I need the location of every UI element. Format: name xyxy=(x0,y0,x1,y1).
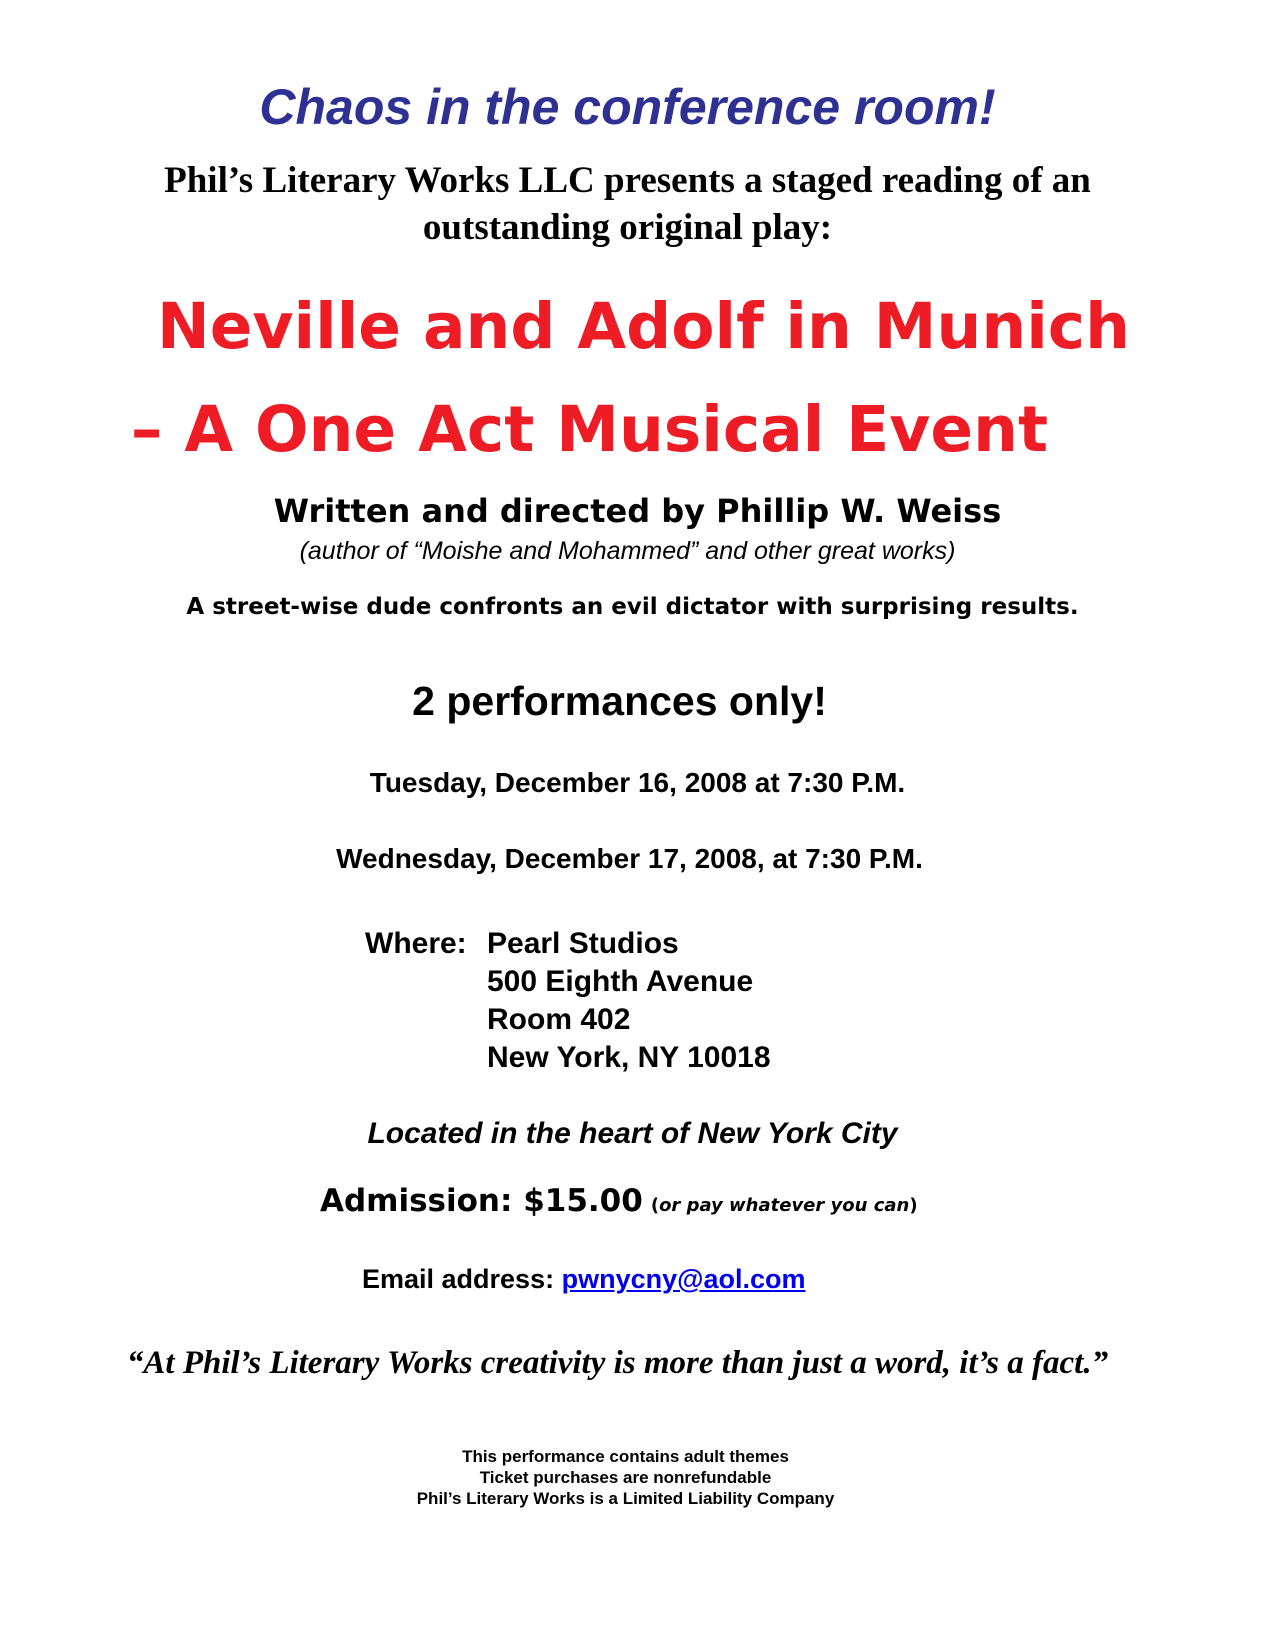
admission-price: Admission: $15.00 xyxy=(320,1183,643,1219)
fine-print-3: Phil’s Literary Works is a Limited Liability Company xyxy=(416,1489,835,1508)
performances-heading: 2 performances only! xyxy=(412,678,827,724)
play-title-line-1: Neville and Adolf in Munich xyxy=(157,290,1130,363)
email-label: Email address: xyxy=(362,1264,555,1294)
venue-line-1 xyxy=(365,925,771,963)
located-note: Located in the heart of New York City xyxy=(367,1117,898,1150)
email-link[interactable]: pwnycny@aol.com xyxy=(561,1264,806,1294)
venue-name: Pearl Studios xyxy=(487,927,679,960)
admission xyxy=(320,1183,918,1219)
presents-line-1: Phil’s Literary Works LLC presents a staged reading of an xyxy=(164,160,1091,201)
where-label: Where: xyxy=(365,927,467,960)
venue-street: 500 Eighth Avenue xyxy=(487,965,754,998)
author-note: (author of “Moishe and Mohammed” and other great works) xyxy=(299,537,956,565)
written-by: Written and directed by Phillip W. Weiss xyxy=(273,492,1002,530)
synopsis: A street-wise dude confronts an evil dictator with surprising results. xyxy=(186,594,1079,620)
fine-print-1: This performance contains adult themes xyxy=(462,1447,789,1466)
performance-date-1: Tuesday, December 16, 2008 at 7:30 P.M. xyxy=(369,767,906,798)
admission-note: or pay whatever you can xyxy=(659,1195,910,1216)
venue-room: Room 402 xyxy=(487,1003,631,1036)
performance-date-2: Wednesday, December 17, 2008, at 7:30 P.M. xyxy=(336,843,923,874)
tagline: Chaos in the conference room! xyxy=(259,79,996,135)
company-quote: “At Phil’s Literary Works creativity is more than just a word, it’s a fact.” xyxy=(126,1345,1109,1381)
venue-city: New York, NY 10018 xyxy=(487,1041,771,1074)
admission-paren: (or pay whatever you can) xyxy=(650,1195,918,1216)
venue-address xyxy=(365,925,771,1077)
email-line xyxy=(362,1264,806,1295)
presents-line-2: outstanding original play: xyxy=(422,207,833,248)
play-title-line-2: – A One Act Musical Event xyxy=(130,393,1049,466)
fine-print-2: Ticket purchases are nonrefundable xyxy=(479,1468,772,1487)
